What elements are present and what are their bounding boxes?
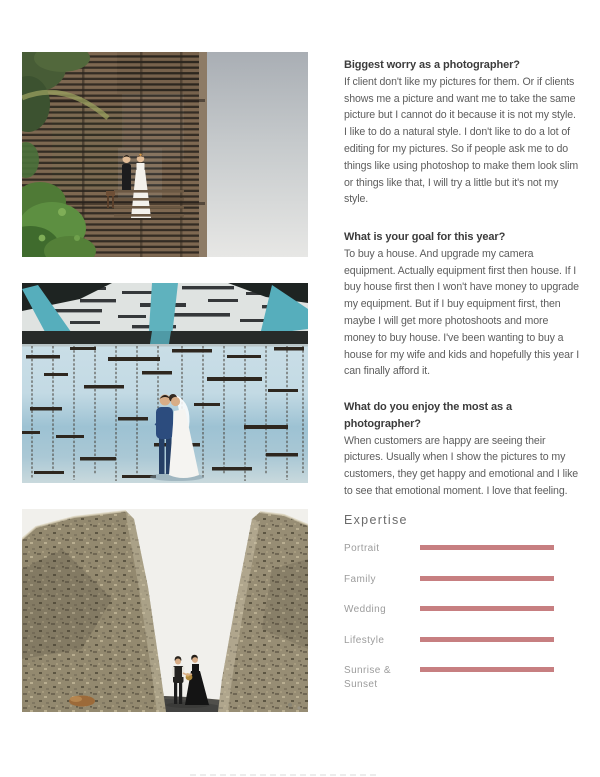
- question-title: What is your goal for this year?: [344, 231, 506, 243]
- expertise-title: Expertise: [344, 513, 408, 527]
- skill-row-wedding: [344, 603, 580, 617]
- skill-bar-fill: [420, 637, 554, 642]
- skill-row-portrait: [344, 542, 580, 556]
- skill-bar-fill: [420, 606, 554, 611]
- photo-couple-rod-canopy: [22, 283, 308, 483]
- skill-bar-fill: [420, 545, 554, 550]
- skill-row-sunrise-sunset: [344, 664, 580, 691]
- groom-figure: [122, 155, 131, 191]
- photo-couple-cliff-road: [22, 509, 308, 712]
- question-title: What do you enjoy the most as a photographer?: [344, 401, 513, 430]
- canopy-structure: [22, 283, 308, 347]
- answer-text: If client don't like my pictures for them. Or if clients shows me a picture and want me to take the same picture but I cannot do it because it is not my style. I like to do a natural style. I don't like to do a lot of editing for my pictures. So if people ask me to do things like using photoshop to make them look slim or things like that, I will try a little but it's not my style.: [344, 75, 579, 206]
- photo-couple-cliff-road-art: [22, 509, 308, 712]
- skill-bar: [420, 576, 554, 581]
- skill-bar: [420, 545, 554, 550]
- qa-section-goal-this-year: [344, 229, 580, 380]
- photo-couple-wooden-pavilion: [22, 52, 308, 257]
- skill-label: Lifestyle: [344, 634, 385, 646]
- answer-text: To buy a house. And upgrade my camera equipment. Actually equipment first then house. If I buy house first then I won't have money to upgrade my equipment. But if I buy equipment first, then maybe I will get more photoshoots and more money to buy house. I've been wanting to buy a house for my wife and kids and hopefully this year I can finally afford it.: [344, 247, 580, 378]
- skill-label: Sunrise & Sunset: [344, 665, 391, 690]
- qa-section-enjoy-most: [344, 399, 580, 500]
- qa-section-biggest-worry: [344, 57, 580, 208]
- skill-bar: [420, 667, 554, 672]
- skill-row-family: [344, 573, 580, 587]
- skill-label: Wedding: [344, 604, 387, 615]
- skill-row-lifestyle: [344, 634, 580, 648]
- skill-bar: [420, 606, 554, 611]
- page-bottom-divider: [190, 774, 376, 776]
- photo-couple-wooden-pavilion-art: [22, 52, 308, 257]
- photo-couple-rod-canopy-art: [22, 283, 308, 483]
- skill-label: Portrait: [344, 543, 380, 554]
- skill-bar: [420, 637, 554, 642]
- skill-label: Family: [344, 573, 376, 585]
- skill-bar-fill: [420, 667, 554, 672]
- skill-bar-fill: [420, 576, 554, 581]
- answer-text: When customers are happy are seeing their pictures. Usually when I show the pictures to my customers, they get happy and emotional and I like to see that emotional moment. I love that feeling.: [344, 434, 579, 497]
- expertise-section: [344, 512, 580, 708]
- question-title: Biggest worry as a photographer?: [344, 59, 520, 71]
